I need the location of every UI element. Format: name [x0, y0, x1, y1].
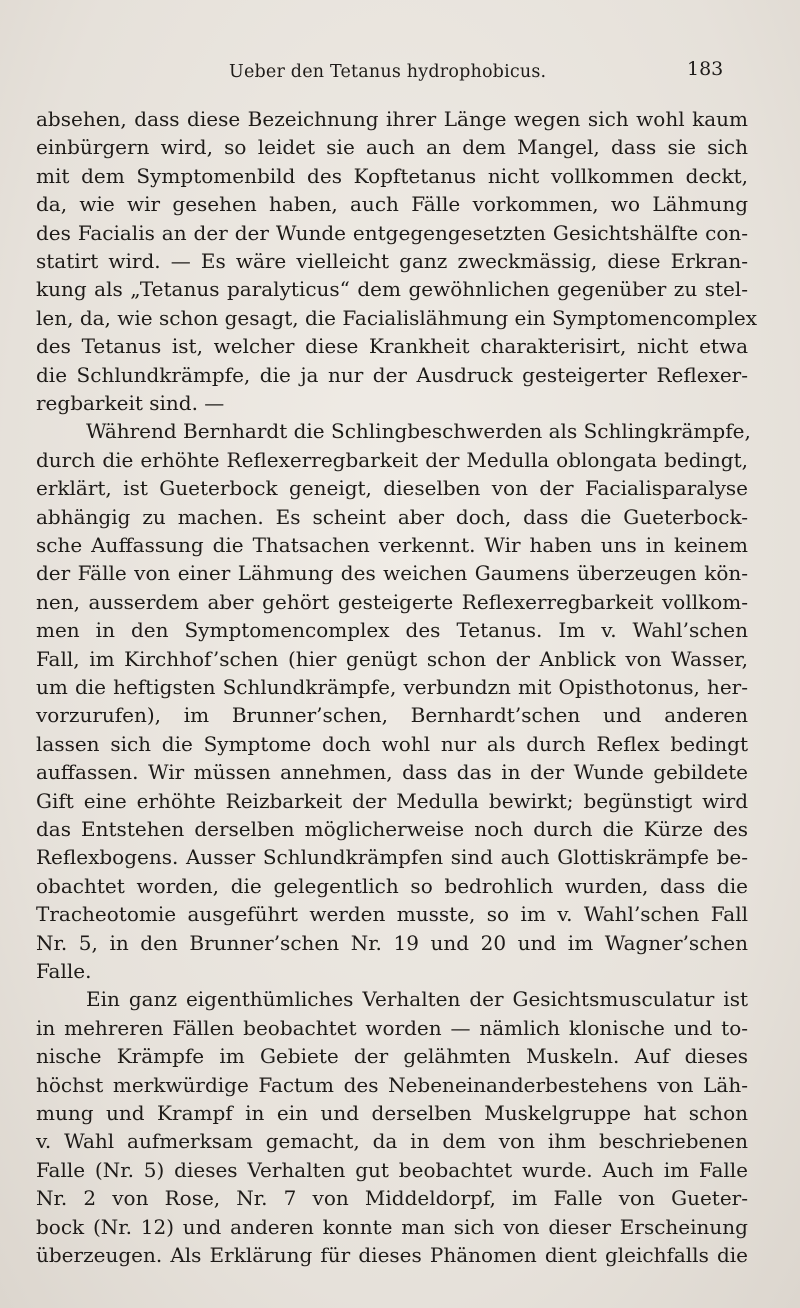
text-line: des Facialis an der der Wunde entgegengesetzten Gesichtshälfte con-	[36, 220, 748, 245]
text-line: Gift eine erhöhte Reizbarkeit der Medulla bewirkt; begünstigt wird	[36, 788, 748, 813]
text-line: um die heftigsten Schlundkrämpfe, verbundzn mit Opisthotonus, her-	[36, 675, 748, 699]
text-line: erklärt, ist Gueterbock geneigt, dieselben von der Facialisparalyse	[36, 476, 748, 501]
text-line: durch die erhöhte Reflexerregbarkeit der Medulla oblongata bedingt,	[36, 447, 748, 472]
text-line: des Tetanus ist, welcher diese Krankheit charakterisirt, nicht etwa	[36, 334, 748, 359]
text-line: absehen, dass diese Bezeichnung ihrer Länge wegen sich wohl kaum	[36, 107, 748, 131]
text-line: lassen sich die Symptome doch wohl nur als durch Reflex bedingt	[36, 731, 748, 756]
text-line: obachtet worden, die gelegentlich so bedrohlich wurden, dass die	[36, 873, 748, 898]
text-line: das Entstehen derselben möglicherweise noch durch die Kürze des	[36, 817, 748, 841]
text-line: auffassen. Wir müssen annehmen, dass das in der Wunde gebildete	[36, 760, 748, 785]
text-line: abhängig zu machen. Es scheint aber doch, dass die Gueterbock-	[36, 504, 748, 529]
text-line: Nr. 2 von Rose, Nr. 7 von Middeldorpf, im Falle von Gueter-	[36, 1186, 748, 1211]
text-line: kung als „Tetanus paralyticus“ dem gewöhnlichen gegenüber zu stel-	[36, 277, 748, 302]
text-line: len, da, wie schon gesagt, die Facialislähmung ein Symptomencomplex	[36, 305, 758, 330]
text-line: sche Auffassung die Thatsachen verkennt. Wir haben uns in keinem	[36, 533, 748, 557]
text-line: statirt wird. — Es wäre vielleicht ganz zweckmässig, diese Erkran-	[36, 249, 748, 273]
text-line: mung und Krampf in ein und derselben Muskelgruppe hat schon	[36, 1101, 748, 1125]
text-line: der Fälle von einer Lähmung des weichen Gaumens überzeugen kön-	[36, 561, 748, 586]
text-line: nen, ausserdem aber gehört gesteigerte Reflexerregbarkeit vollkom-	[36, 589, 748, 614]
text-line: Tracheotomie ausgeführt werden musste, so im v. Wahl’schen Fall	[36, 902, 748, 927]
text-line: men in den Symptomencomplex des Tetanus. Im v. Wahl’schen	[36, 618, 748, 643]
page-number: 183	[687, 58, 724, 80]
text-line: nische Krämpfe im Gebiete der gelähmten Muskeln. Auf dieses	[36, 1044, 748, 1069]
text-line: da, wie wir gesehen haben, auch Fälle vorkommen, wo Lähmung	[36, 192, 748, 217]
text-line: mit dem Symptomenbild des Kopftetanus nicht vollkommen deckt,	[36, 163, 748, 188]
text-line: regbarkeit sind. —	[36, 391, 225, 415]
text-line: v. Wahl aufmerksam gemacht, da in dem von ihm beschriebenen	[36, 1129, 748, 1154]
text-line: Reflexbogens. Ausser Schlundkrämpfen sind auch Glottiskrämpfe be-	[36, 845, 748, 870]
text-line: Falle.	[36, 959, 92, 983]
text-line: überzeugen. Als Erklärung für dieses Phänomen dient gleichfalls die	[36, 1243, 748, 1267]
text-line: Nr. 5, in den Brunner’schen Nr. 19 und 20 und im Wagner’schen	[36, 930, 748, 955]
text-line: in mehreren Fällen beobachtet worden — nämlich klonische und to-	[36, 1015, 748, 1040]
text-line: die Schlundkrämpfe, die ja nur der Ausdruck gesteigerter Reflexer-	[36, 362, 748, 387]
running-title: Ueber den Tetanus hydrophobicus.	[229, 62, 547, 82]
text-line: Fall, im Kirchhof’schen (hier genügt schon der Anblick von Wasser,	[36, 646, 748, 671]
text-line: vorzurufen), im Brunner’schen, Bernhardt’schen und anderen	[36, 703, 748, 728]
text-line: Falle (Nr. 5) dieses Verhalten gut beobachtet wurde. Auch im Falle	[36, 1157, 748, 1182]
text-line: höchst merkwürdige Factum des Nebeneinanderbestehens von Läh-	[36, 1072, 748, 1097]
text-line: Ein ganz eigenthümliches Verhalten der Gesichtsmusculatur ist	[86, 987, 748, 1012]
text-line: Während Bernhardt die Schlingbeschwerden als Schlingkrämpfe,	[86, 419, 751, 444]
text-line: einbürgern wird, so leidet sie auch an dem Mangel, dass sie sich	[36, 135, 748, 160]
text-line: bock (Nr. 12) und anderen konnte man sich von dieser Erscheinung	[36, 1214, 748, 1239]
